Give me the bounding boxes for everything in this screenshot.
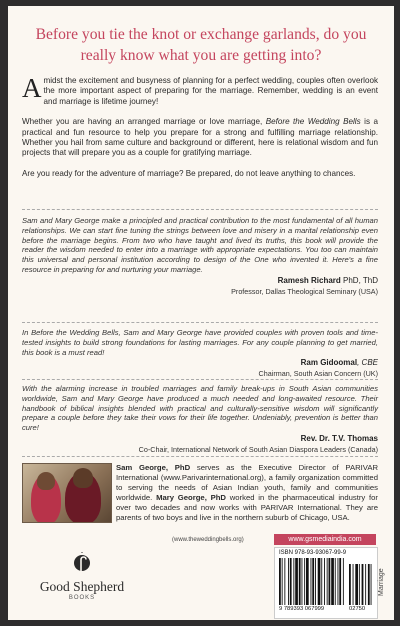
endorsement-2 — [22, 328, 378, 379]
endorsement-quote: With the alarming increase in troubled marriages and family break-ups in South Asian communities worldwide, Sam and Mary George have produced a much needed and long-awaited resource. Their handbook of biblical insights blended with practical and culturally-sensitive wisdom will significantly prepare a couple before they take their vows for their life together. Undeniably, prevention is better than cure! — [22, 384, 378, 433]
barcode-block — [274, 547, 378, 619]
author-bio — [116, 463, 378, 523]
author-face-mary — [37, 472, 55, 490]
endorsement-quote: Sam and Mary George make a principled and practical contribution to the most fundamental of all human relationships. We can start fine tuning the strings between love and misery in a marital relationship even before the marriage begins. From two who have taught and lived its truths, this book will provide the reader the wisdom needed to enter into a marriage with appropriate expectations. You too can maintain this universal and personal institution according to design of the One who invented it. Here's a fine resource in preparing for and nurturing your marriage. — [22, 216, 378, 274]
divider — [22, 209, 378, 210]
barcode-price-code: 02750 — [349, 606, 366, 612]
author-face-sam — [73, 468, 93, 488]
barcode-icon — [279, 558, 373, 605]
drop-cap: A — [22, 73, 42, 103]
author-name-sam: Sam George, PhD — [116, 463, 191, 472]
endorser-credential: PhD, ThD — [340, 275, 378, 285]
endorser-role: Professor, Dallas Theological Seminary (USA) — [231, 286, 378, 296]
endorsement-1 — [22, 216, 378, 297]
publisher-website: www.gsmediaindia.com — [274, 534, 376, 545]
author-name-mary: Mary George, PhD — [156, 493, 226, 502]
bio-mary-text: worked in the pharmaceutical industry for over two decades and now works with PARIVAR International. They are parents of two boys and live in the northern suburb of Chicago, USA. — [116, 493, 378, 522]
endorsement-quote: In Before the Wedding Bells, Sam and Mary George have provided couples with proven tools and time-tested insights to build strong foundations for lasting marriages. For any couple planning to get married, this book is a must read! — [22, 328, 378, 357]
endorser-name: Ramesh Richard — [277, 275, 341, 285]
intro-paragraph-3: Are you ready for the adventure of marriage? Be prepared, do not leave anything to chances. — [22, 168, 356, 178]
book-website: (www.theweddingbells.org) — [172, 537, 244, 543]
shepherd-staff-icon — [73, 552, 91, 574]
divider — [22, 322, 378, 323]
intro-p1-text: midst the excitement and busyness of planning for a perfect wedding, couples often overlook the more important aspect of preparing for the marriage. Remember, wedding is an event and marriage is lifetime journey! — [43, 76, 378, 106]
isbn-text: ISBN 978-93-93067-99-9 — [279, 550, 347, 556]
barcode-number: 9 789393 067999 — [279, 606, 325, 612]
intro-paragraph-1 — [22, 73, 378, 107]
endorser — [22, 433, 378, 444]
intro-p2a-text: Whether you are having an arranged marriage or love marriage, — [22, 117, 266, 127]
endorsement-3 — [22, 384, 378, 455]
publisher-logo — [22, 552, 142, 601]
book-title-inline: Before the Wedding Bells — [265, 117, 361, 127]
intro-paragraph-2 — [22, 117, 378, 159]
divider — [22, 456, 378, 457]
divider — [22, 379, 378, 380]
endorser-name: Ram Gidoomal — [300, 358, 358, 368]
publisher-subtitle: BOOKS — [68, 595, 96, 601]
author-photo — [22, 463, 112, 523]
bio-sam-text: serves as the Executive Director of PARIVAR International (www.Parivarinternational.org), a family organization committed to serving the needs of Asian Indian youth, family and communities worldwide. — [116, 463, 379, 502]
intro-p2b-text: is a practical and fun resource to help you prepare for a strong and fulfilling marriage relationship. Whether you hail from same culture and background or different, here is relational wisdom and fun projects that will prepare you as a couple for gratifying marriage. — [22, 117, 378, 158]
endorser — [22, 357, 378, 368]
endorser — [22, 275, 378, 286]
endorser-credential: , CBE — [357, 358, 378, 368]
publisher-name: Good Shepherd — [39, 579, 125, 594]
endorser-name: Rev. Dr. T.V. Thomas — [300, 433, 378, 443]
back-cover — [8, 6, 394, 620]
category-label: Marriage — [378, 568, 385, 596]
headline: Before you tie the knot or exchange garlands, do you really know what you are getting into? — [35, 26, 367, 64]
endorser-role: Chairman, South Asian Concern (UK) — [258, 369, 378, 379]
endorser-role: Co-Chair, International Network of South Asian Diaspora Leaders (Canada) — [138, 444, 378, 454]
intro-text — [22, 73, 378, 189]
